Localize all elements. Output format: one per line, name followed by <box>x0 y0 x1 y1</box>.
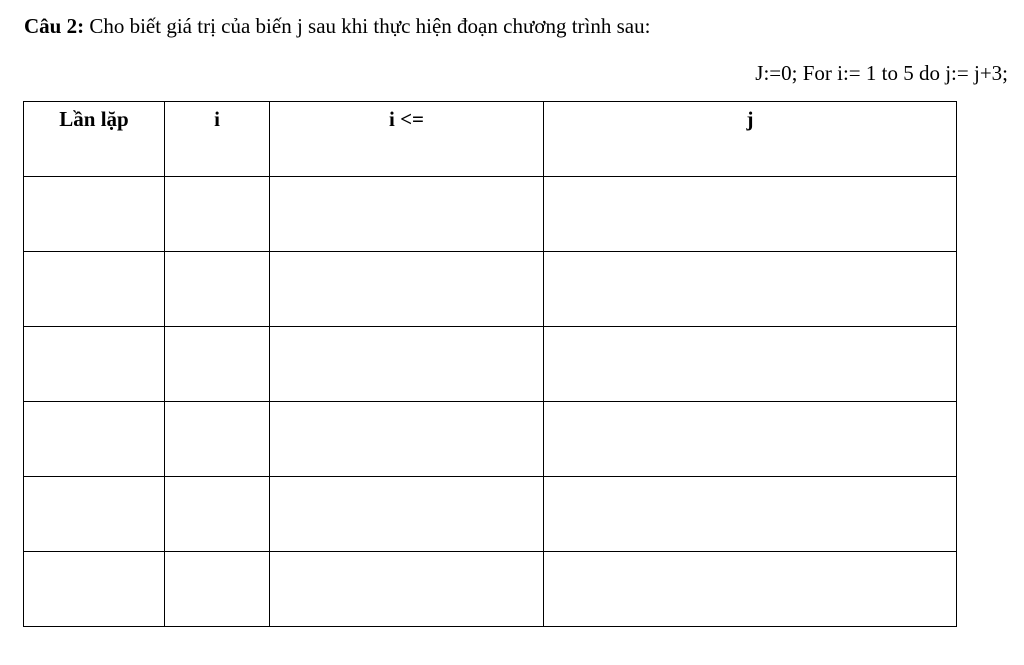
trace-table <box>23 101 957 627</box>
table-cell[interactable] <box>270 402 544 477</box>
table-cell[interactable] <box>544 477 957 552</box>
header-i: i <box>165 102 270 177</box>
header-j: j <box>544 102 957 177</box>
table-cell[interactable] <box>165 477 270 552</box>
table-cell[interactable] <box>24 177 165 252</box>
table-cell[interactable] <box>24 252 165 327</box>
table-row <box>24 477 957 552</box>
table-cell[interactable] <box>544 252 957 327</box>
code-snippet: J:=0; For i:= 1 to 5 do j:= j+3; <box>755 61 1008 85</box>
question-body: Cho biết giá trị của biến j sau khi thực hiện đoạn chương trình sau: <box>84 14 651 38</box>
question-label: Câu 2: <box>24 14 85 38</box>
table-row <box>24 177 957 252</box>
table-cell[interactable] <box>165 552 270 627</box>
table-cell[interactable] <box>544 552 957 627</box>
table-cell[interactable] <box>270 177 544 252</box>
table-cell[interactable] <box>544 177 957 252</box>
table-cell[interactable] <box>544 327 957 402</box>
table-row <box>24 252 957 327</box>
table-cell[interactable] <box>24 477 165 552</box>
table-cell[interactable] <box>165 402 270 477</box>
table-cell[interactable] <box>165 252 270 327</box>
header-iteration: Lần lặp <box>24 102 165 177</box>
table-cell[interactable] <box>270 552 544 627</box>
question-text <box>24 12 650 40</box>
table-row <box>24 402 957 477</box>
table-cell[interactable] <box>24 552 165 627</box>
table-cell[interactable] <box>165 177 270 252</box>
table-header-row <box>24 102 957 177</box>
table-cell[interactable] <box>165 327 270 402</box>
table-cell[interactable] <box>24 402 165 477</box>
table-row <box>24 552 957 627</box>
table-row <box>24 327 957 402</box>
table-cell[interactable] <box>24 327 165 402</box>
header-i-condition: i <= <box>270 102 544 177</box>
table-cell[interactable] <box>270 477 544 552</box>
table-cell[interactable] <box>270 327 544 402</box>
table-cell[interactable] <box>544 402 957 477</box>
table-cell[interactable] <box>270 252 544 327</box>
